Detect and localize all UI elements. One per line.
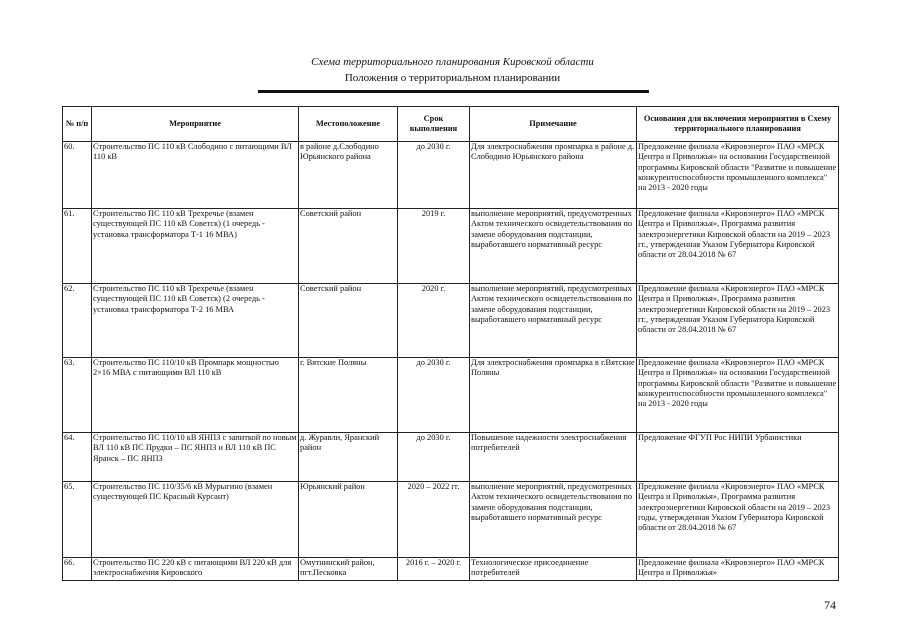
cell-location: Советский район <box>299 284 398 358</box>
cell-basis: Предложение филиала «Кировэнерго» ПАО «МРСК Центра и Приволжья», Программа развития электроэнергетики Кировской области на 2019 – 2023 гг., утвержденная Указом Губернатора Кировской области от 28.04.2018 № 67 <box>637 209 839 284</box>
cell-num: 60. <box>63 142 92 209</box>
cell-location: в районе д.Слободино Юрьянского района <box>299 142 398 209</box>
table-row <box>63 558 839 581</box>
cell-num: 66. <box>63 558 92 581</box>
cell-location: д. Журавли, Яранский район <box>299 433 398 482</box>
cell-term: 2020 г. <box>398 284 470 358</box>
cell-term: до 2030 г. <box>398 433 470 482</box>
cell-note: выполнение мероприятий, предусмотренных Актом технического освидетельствования по замене оборудования подстанции, выработавшего нормативный ресурс <box>470 284 637 358</box>
cell-term: до 2030 г. <box>398 142 470 209</box>
cell-event: Строительство ПС 110/35/6 кВ Мурыгино (взамен существующей ПС Красный Курсант) <box>92 482 299 558</box>
cell-event: Строительство ПС 110 кВ Трехречье (взамен существующей ПС 110 кВ Советск) (1 очередь - установка трансформатора Т-1 16 МВА) <box>92 209 299 284</box>
cell-num: 61. <box>63 209 92 284</box>
cell-term: до 2030 г. <box>398 358 470 433</box>
cell-term: 2020 – 2022 гг. <box>398 482 470 558</box>
col-header-term: Срок выполнения <box>398 107 470 142</box>
col-header-event: Мероприятие <box>92 107 299 142</box>
cell-location: Юрьянский район <box>299 482 398 558</box>
cell-term: 2019 г. <box>398 209 470 284</box>
table-row <box>63 142 839 209</box>
cell-basis: Предложение филиала «Кировэнерго» ПАО «МРСК Центра и Приволжья» на основании Государственной программы Кировской области "Развитие и повышение конкурентоспособности промышленного комплекса" на 2013 - 2020 годы <box>637 142 839 209</box>
page-number: 74 <box>824 598 836 612</box>
table-row <box>63 433 839 482</box>
cell-note: Повышение надежности электроснабжения потребителей <box>470 433 637 482</box>
cell-location: Омутнинский район, пгт.Песковка <box>299 558 398 581</box>
cell-event: Строительство ПС 110 кВ Трехречье (взамен существующей ПС 110 кВ Советск) (2 очередь - установка трансформатора Т-2 16 МВА <box>92 284 299 358</box>
cell-event: Строительство ПС 110/10 кВ Промпарк мощностью 2×16 МВА с питающими ВЛ 110 кВ <box>92 358 299 433</box>
table-row <box>63 284 839 358</box>
cell-term: 2016 г. – 2020 г. <box>398 558 470 581</box>
table-row <box>63 209 839 284</box>
cell-note: выполнение мероприятий, предусмотренных Актом технического освидетельствования по замене оборудования подстанции, выработавшего нормативный ресурс <box>470 209 637 284</box>
cell-location: Советский район <box>299 209 398 284</box>
document-title: Схема территориального планирования Кировской области <box>311 56 594 68</box>
cell-num: 63. <box>63 358 92 433</box>
header-rule <box>258 90 649 93</box>
cell-num: 64. <box>63 433 92 482</box>
cell-basis: Предложение филиала «Кировэнерго» ПАО «МРСК Центра и Приволжья», Программа развития электроэнергетики Кировской области на 2019 – 2023 годы, утвержденная Указом Губернатора Кировской области от 28.04.2018 № 67 <box>637 482 839 558</box>
cell-event: Строительство ПС 110/10 кВ ЯНПЗ с запиткой по новым ВЛ 110 кВ ПС Прудки – ПС ЯНПЗ и ВЛ 110 кВ ПС Яранск – ПС ЯНПЗ <box>92 433 299 482</box>
col-header-note: Примечание <box>470 107 637 142</box>
cell-num: 62. <box>63 284 92 358</box>
table-row <box>63 358 839 433</box>
measures-table <box>62 106 839 581</box>
cell-basis: Предложение филиала «Кировэнерго» ПАО «МРСК Центра и Приволжья» <box>637 558 839 581</box>
document-subtitle: Положения о территориальном планировании <box>344 72 561 84</box>
table-row <box>63 482 839 558</box>
col-header-location: Местоположение <box>299 107 398 142</box>
cell-note: Для электроснабжения промпарка в районе д. Слободино Юрьянского района <box>470 142 637 209</box>
cell-note: Технологическое присоединение потребителей <box>470 558 637 581</box>
cell-event: Строительство ПС 220 кВ с питающими ВЛ 220 кВ для электроснабжения Кировского <box>92 558 299 581</box>
cell-basis: Предложение филиала «Кировэнерго» ПАО «МРСК Центра и Приволжья» на основании Государственной программы Кировской области "Развитие и повышение конкурентоспособности промышленного комплекса" на 2013 - 2020 годы <box>637 358 839 433</box>
cell-location: г. Вятские Поляны <box>299 358 398 433</box>
col-header-basis: Основания для включения мероприятия в Схему территориального планирования <box>637 107 839 142</box>
cell-basis: Предложение филиала «Кировэнерго» ПАО «МРСК Центра и Приволжья», Программа развития электроэнергетики Кировской области на 2019 – 2023 гг., утвержденная Указом Губернатора Кировской области от 28.04.2018 № 67 <box>637 284 839 358</box>
table-header-row <box>63 107 839 142</box>
cell-num: 65. <box>63 482 92 558</box>
cell-basis: Предложение ФГУП Рос НИПИ Урбанистики <box>637 433 839 482</box>
cell-note: выполнение мероприятий, предусмотренных Актом технического освидетельствования по замене оборудования подстанции, выработавшего нормативный ресурс <box>470 482 637 558</box>
cell-note: Для электроснабжения промпарка в г.Вятские Поляны <box>470 358 637 433</box>
col-header-num: № п/п <box>63 107 92 142</box>
cell-event: Строительство ПС 110 кВ Слободино с питающими ВЛ 110 кВ <box>92 142 299 209</box>
